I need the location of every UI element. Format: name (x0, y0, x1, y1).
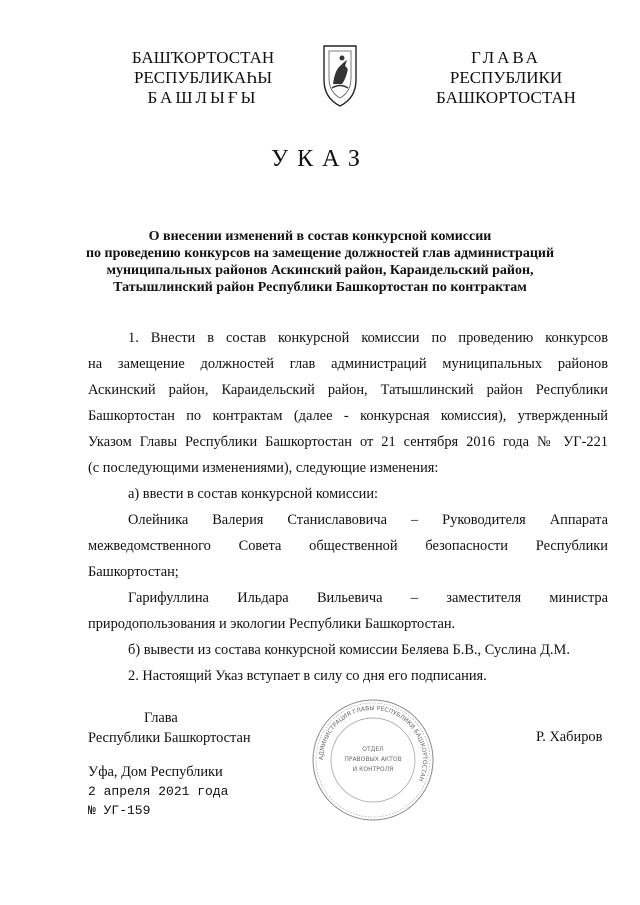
paragraph-3-line-2: межведомственного Совета общественной безопасности Республики (88, 538, 608, 554)
stamp-ring-text: АДМИНИСТРАЦИЯ ГЛАВЫ РЕСПУБЛИКИ БАШКОРТОСТАН (317, 704, 429, 783)
signatory-position-line-1: Глава (144, 710, 178, 726)
header-left-line-3: БАШЛЫҒЫ (147, 88, 259, 107)
paragraph-2 (88, 481, 608, 507)
decree-subject (80, 228, 560, 296)
paragraph-1-line-4: Башкортостан по контрактам (далее - конкурсная комиссия), утвержденный (88, 408, 608, 424)
paragraph-6-text: 2. Настоящий Указ вступает в силу со дня его подписания. (128, 668, 487, 684)
subject-line-2: по проведению конкурсов на замещение должностей глав администраций (85, 246, 555, 261)
paragraph-3 (88, 507, 608, 585)
header-bashkir (108, 48, 298, 108)
decree-issue-info (88, 763, 228, 820)
paragraph-1-line-5: Указом Главы Республики Башкортостан от 21 сентября 2016 года № УГ-221 (88, 434, 608, 450)
coat-of-arms-icon (320, 40, 360, 110)
document-title: УКАЗ (271, 146, 369, 172)
subject-line-4: Татышлинский район Республики Башкортостан по контрактам (113, 280, 527, 295)
header-left-line-1: БАШҠОРТОСТАН (131, 48, 275, 67)
header-left-line-2: РЕСПУБЛИКАҺЫ (133, 68, 273, 87)
official-stamp (308, 695, 438, 825)
header-right-line-1: ГЛАВА (471, 48, 541, 67)
paragraph-1 (88, 325, 608, 481)
paragraph-6 (88, 663, 608, 689)
paragraph-1-line-1: 1. Внести в состав конкурсной комиссии по проведению конкурсов (128, 330, 608, 346)
subject-line-3: муниципальных районов Аскинский район, Караидельский район, (106, 263, 534, 278)
signatory-position (88, 708, 251, 748)
paragraph-2-text: а) ввести в состав конкурсной комиссии: (128, 486, 379, 502)
decree-body (88, 325, 608, 689)
stamp-inner-line-1: ОТДЕЛ (362, 746, 384, 753)
paragraph-5 (88, 637, 608, 663)
paragraph-1-line-2: на замещение должностей глав администраций муниципальных районов (88, 356, 608, 372)
signatory-position-line-2: Республики Башкортостан (88, 730, 251, 746)
paragraph-4 (88, 585, 608, 637)
paragraph-1-line-6: (с последующими изменениями), следующие изменения: (88, 460, 439, 476)
issue-date: 2 апреля 2021 года (88, 784, 229, 799)
header-russian (411, 48, 601, 108)
issue-location: Уфа, Дом Республики (88, 764, 223, 780)
subject-line-1: О внесении изменений в состав конкурсной комиссии (148, 229, 492, 244)
paragraph-3-line-1: Олейника Валерия Станиславовича – Руководителя Аппарата (128, 512, 608, 528)
paragraph-3-line-3: Башкортостан; (88, 564, 179, 580)
header-right-line-3: БАШКОРТОСТАН (436, 88, 576, 107)
paragraph-4-line-1: Гарифуллина Ильдара Вильевича – заместителя министра (128, 590, 608, 606)
signatory-name: Р. Хабиров (536, 729, 603, 745)
paragraph-4-line-2: природопользования и экологии Республики Башкортостан. (88, 616, 456, 632)
header-right-line-2: РЕСПУБЛИКИ (449, 68, 563, 87)
decree-number: № УГ-159 (88, 803, 151, 818)
stamp-inner-line-2: ПРАВОВЫХ АКТОВ (344, 756, 402, 763)
paragraph-1-line-3: Аскинский район, Караидельский район, Татышлинский район Республики (88, 382, 608, 398)
stamp-inner-line-3: И КОНТРОЛЯ (352, 766, 394, 773)
paragraph-5-text: б) вывести из состава конкурсной комиссии Беляева Б.В., Суслина Д.М. (128, 642, 570, 658)
